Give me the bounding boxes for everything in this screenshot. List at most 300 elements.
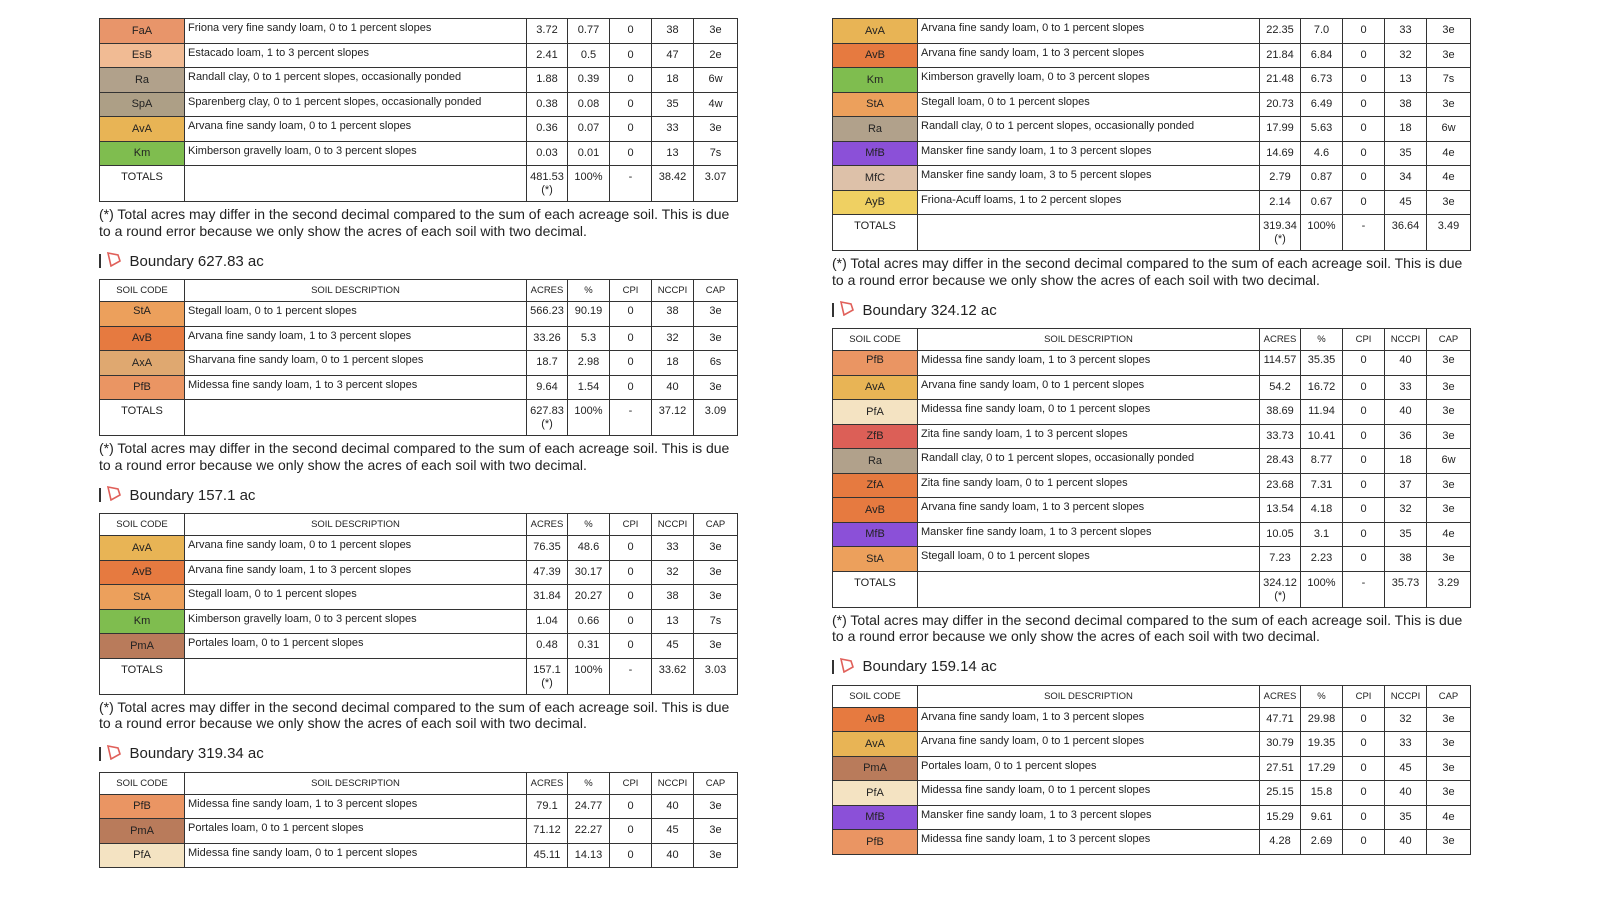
cell-percent: 5.63 <box>1301 117 1343 142</box>
totals-cpi: - <box>1343 215 1385 251</box>
cell-nccpi: 13 <box>652 609 694 634</box>
cell-soil-code: Km <box>100 609 185 634</box>
cell-acres: 28.43 <box>1260 449 1301 474</box>
header-nccpi: NCCPI <box>1385 685 1427 707</box>
table-row <box>100 609 738 634</box>
cell-cap: 6w <box>694 68 738 93</box>
cell-nccpi: 18 <box>652 351 694 376</box>
cell-cpi: 0 <box>610 117 652 142</box>
header-acres: ACRES <box>1260 329 1301 351</box>
table-row <box>833 141 1471 166</box>
cell-acres: 114.57 <box>1260 351 1301 376</box>
cell-percent: 2.98 <box>568 351 610 376</box>
table-row <box>833 805 1471 830</box>
cell-cap: 3e <box>1427 92 1471 117</box>
cell-cpi: 0 <box>1343 43 1385 68</box>
cell-percent: 0.66 <box>568 609 610 634</box>
cell-soil-code: PfA <box>833 400 918 425</box>
header-soil-description: SOIL DESCRIPTION <box>918 685 1260 707</box>
header-cap: CAP <box>1427 329 1471 351</box>
totals-nccpi: 38.42 <box>652 166 694 202</box>
cell-acres: 25.15 <box>1260 781 1301 806</box>
totals-nccpi: 35.73 <box>1385 571 1427 607</box>
cell-acres: 3.72 <box>527 19 568 44</box>
table-row <box>100 68 738 93</box>
cell-cpi: 0 <box>610 92 652 117</box>
cell-soil-description: Sparenberg clay, 0 to 1 percent slopes, occasionally ponded <box>185 92 527 117</box>
table-row <box>100 351 738 376</box>
cell-soil-description: Stegall loam, 0 to 1 percent slopes <box>185 302 527 327</box>
table-row <box>833 449 1471 474</box>
cell-acres: 76.35 <box>527 536 568 561</box>
cell-soil-code: FaA <box>100 19 185 44</box>
boundary-polygon-icon <box>106 485 130 505</box>
cell-cpi: 0 <box>610 536 652 561</box>
cell-acres: 0.38 <box>527 92 568 117</box>
header-cap: CAP <box>694 514 738 536</box>
header-soil-description: SOIL DESCRIPTION <box>918 329 1260 351</box>
table-row <box>833 19 1471 44</box>
cell-cap: 6w <box>1427 449 1471 474</box>
soil-table <box>99 513 738 695</box>
cell-acres: 1.88 <box>527 68 568 93</box>
cell-acres: 20.73 <box>1260 92 1301 117</box>
cell-acres: 10.05 <box>1260 522 1301 547</box>
cell-acres: 13.54 <box>1260 498 1301 523</box>
boundary-heading <box>832 300 1470 320</box>
cell-cap: 3e <box>1427 732 1471 757</box>
cell-percent: 16.72 <box>1301 375 1343 400</box>
table-row <box>100 843 738 868</box>
cell-soil-description: Arvana fine sandy loam, 0 to 1 percent slopes <box>918 19 1260 44</box>
footnote: (*) Total acres may differ in the second decimal compared to the sum of each acreage soil. This is due to a round error because we only show the acres of each soil with two decimal. <box>99 440 730 473</box>
cell-acres: 38.69 <box>1260 400 1301 425</box>
table-row <box>100 302 738 327</box>
totals-nccpi: 33.62 <box>652 658 694 694</box>
cell-nccpi: 40 <box>652 794 694 819</box>
cell-soil-code: EsB <box>100 43 185 68</box>
cell-soil-code: Ra <box>833 117 918 142</box>
cell-nccpi: 33 <box>1385 19 1427 44</box>
totals-acres: 157.1(*) <box>527 658 568 694</box>
cell-soil-description: Midessa fine sandy loam, 1 to 3 percent slopes <box>185 794 527 819</box>
table-row <box>833 68 1471 93</box>
cell-percent: 7.0 <box>1301 19 1343 44</box>
cell-soil-description: Zita fine sandy loam, 0 to 1 percent slopes <box>918 473 1260 498</box>
cell-soil-code: SpA <box>100 92 185 117</box>
totals-percent: 100% <box>1301 215 1343 251</box>
cell-nccpi: 18 <box>652 68 694 93</box>
table-header-row <box>100 514 738 536</box>
cell-soil-description: Randall clay, 0 to 1 percent slopes, occasionally ponded <box>185 68 527 93</box>
cell-cap: 6s <box>694 351 738 376</box>
cell-percent: 0.39 <box>568 68 610 93</box>
table-row <box>833 781 1471 806</box>
table-row <box>833 424 1471 449</box>
cell-acres: 9.64 <box>527 375 568 400</box>
cell-soil-description: Midessa fine sandy loam, 1 to 3 percent slopes <box>185 375 527 400</box>
cell-cap: 3e <box>1427 400 1471 425</box>
cell-percent: 10.41 <box>1301 424 1343 449</box>
cell-soil-description: Arvana fine sandy loam, 1 to 3 percent slopes <box>185 560 527 585</box>
divider <box>99 747 101 761</box>
cell-cap: 4w <box>694 92 738 117</box>
cell-soil-code: MfB <box>833 522 918 547</box>
cell-acres: 45.11 <box>527 843 568 868</box>
soil-table <box>99 18 738 202</box>
cell-percent: 48.6 <box>568 536 610 561</box>
table-row <box>100 326 738 351</box>
cell-cap: 6w <box>1427 117 1471 142</box>
cell-soil-code: PfB <box>100 375 185 400</box>
table-row <box>833 473 1471 498</box>
cell-cpi: 0 <box>610 326 652 351</box>
boundary-title: Boundary 319.34 ac <box>129 745 264 762</box>
cell-acres: 47.39 <box>527 560 568 585</box>
divider <box>832 303 834 317</box>
cell-nccpi: 45 <box>1385 190 1427 215</box>
boundary-polygon-icon <box>106 251 130 271</box>
cell-soil-description: Zita fine sandy loam, 1 to 3 percent slopes <box>918 424 1260 449</box>
cell-soil-code: PmA <box>100 819 185 844</box>
totals-row <box>100 658 738 694</box>
cell-soil-code: AxA <box>100 351 185 376</box>
cell-acres: 27.51 <box>1260 756 1301 781</box>
header-percent: % <box>1301 329 1343 351</box>
cell-cap: 3e <box>1427 351 1471 376</box>
soil-table <box>99 772 738 869</box>
cell-soil-description: Portales loam, 0 to 1 percent slopes <box>185 634 527 659</box>
totals-soil-code: TOTALS <box>833 215 918 251</box>
header-cap: CAP <box>1427 685 1471 707</box>
cell-soil-code: ZfA <box>833 473 918 498</box>
cell-cpi: 0 <box>1343 707 1385 732</box>
cell-percent: 5.3 <box>568 326 610 351</box>
boundary-title: Boundary 159.14 ac <box>862 658 997 675</box>
boundary-heading <box>832 657 1470 677</box>
cell-nccpi: 40 <box>652 843 694 868</box>
cell-acres: 21.84 <box>1260 43 1301 68</box>
cell-cap: 3e <box>694 117 738 142</box>
table-row <box>100 141 738 166</box>
cell-soil-code: Ra <box>100 68 185 93</box>
cell-acres: 30.79 <box>1260 732 1301 757</box>
cell-acres: 2.14 <box>1260 190 1301 215</box>
totals-soil-description <box>918 571 1260 607</box>
cell-cap: 2e <box>694 43 738 68</box>
table-row <box>833 547 1471 572</box>
right-column <box>832 18 1470 855</box>
cell-cpi: 0 <box>1343 547 1385 572</box>
cell-percent: 29.98 <box>1301 707 1343 732</box>
cell-nccpi: 38 <box>652 585 694 610</box>
table-row <box>100 585 738 610</box>
cell-percent: 9.61 <box>1301 805 1343 830</box>
totals-cpi: - <box>610 658 652 694</box>
totals-acres: 324.12(*) <box>1260 571 1301 607</box>
cell-cpi: 0 <box>610 302 652 327</box>
footnote: (*) Total acres may differ in the second decimal compared to the sum of each acreage soil. This is due to a round error because we only show the acres of each soil with two decimal. <box>832 255 1463 288</box>
cell-nccpi: 37 <box>1385 473 1427 498</box>
cell-cpi: 0 <box>610 141 652 166</box>
cell-percent: 4.6 <box>1301 141 1343 166</box>
totals-percent: 100% <box>568 400 610 436</box>
cell-percent: 0.5 <box>568 43 610 68</box>
cell-acres: 0.36 <box>527 117 568 142</box>
cell-acres: 22.35 <box>1260 19 1301 44</box>
boundary-heading <box>99 251 737 271</box>
cell-acres: 7.23 <box>1260 547 1301 572</box>
cell-soil-code: AvB <box>100 326 185 351</box>
header-acres: ACRES <box>527 280 568 302</box>
totals-soil-description <box>185 658 527 694</box>
cell-cpi: 0 <box>1343 424 1385 449</box>
cell-nccpi: 38 <box>1385 92 1427 117</box>
cell-cpi: 0 <box>610 609 652 634</box>
cell-cap: 3e <box>1427 19 1471 44</box>
cell-nccpi: 36 <box>1385 424 1427 449</box>
table-row <box>100 560 738 585</box>
cell-cap: 3e <box>694 375 738 400</box>
cell-soil-code: AvA <box>833 732 918 757</box>
totals-soil-code: TOTALS <box>100 166 185 202</box>
cell-percent: 6.49 <box>1301 92 1343 117</box>
boundary-title: Boundary 157.1 ac <box>129 486 256 504</box>
cell-acres: 21.48 <box>1260 68 1301 93</box>
cell-nccpi: 45 <box>652 634 694 659</box>
cell-cpi: 0 <box>1343 781 1385 806</box>
cell-nccpi: 33 <box>1385 375 1427 400</box>
cell-soil-code: MfC <box>833 166 918 191</box>
cell-soil-description: Stegall loam, 0 to 1 percent slopes <box>918 547 1260 572</box>
table-row <box>100 794 738 819</box>
header-nccpi: NCCPI <box>652 514 694 536</box>
totals-soil-code: TOTALS <box>100 658 185 694</box>
cell-soil-code: AvB <box>833 43 918 68</box>
boundary-heading <box>99 485 737 505</box>
cell-soil-description: Stegall loam, 0 to 1 percent slopes <box>185 585 527 610</box>
cell-cap: 3e <box>694 843 738 868</box>
cell-soil-description: Arvana fine sandy loam, 1 to 3 percent slopes <box>918 707 1260 732</box>
table-row <box>833 732 1471 757</box>
cell-soil-code: StA <box>833 547 918 572</box>
cell-nccpi: 18 <box>1385 449 1427 474</box>
cell-cap: 3e <box>694 302 738 327</box>
cell-cpi: 0 <box>610 843 652 868</box>
cell-cap: 3e <box>694 794 738 819</box>
boundary-heading <box>99 744 737 764</box>
cell-soil-description: Arvana fine sandy loam, 1 to 3 percent slopes <box>918 498 1260 523</box>
cell-acres: 0.48 <box>527 634 568 659</box>
divider <box>99 254 101 268</box>
cell-cpi: 0 <box>1343 756 1385 781</box>
cell-nccpi: 34 <box>1385 166 1427 191</box>
table-header-row <box>833 329 1471 351</box>
header-cap: CAP <box>694 772 738 794</box>
totals-cpi: - <box>1343 571 1385 607</box>
cell-nccpi: 35 <box>1385 141 1427 166</box>
header-soil-code: SOIL CODE <box>833 329 918 351</box>
boundary-title: Boundary 324.12 ac <box>862 301 997 319</box>
header-percent: % <box>568 280 610 302</box>
cell-soil-description: Portales loam, 0 to 1 percent slopes <box>185 819 527 844</box>
cell-soil-code: Km <box>833 68 918 93</box>
cell-nccpi: 35 <box>1385 805 1427 830</box>
cell-percent: 14.13 <box>568 843 610 868</box>
cell-nccpi: 35 <box>652 92 694 117</box>
cell-soil-code: AvB <box>100 560 185 585</box>
cell-acres: 2.79 <box>1260 166 1301 191</box>
cell-soil-code: AvB <box>833 498 918 523</box>
cell-cpi: 0 <box>1343 449 1385 474</box>
cell-acres: 18.7 <box>527 351 568 376</box>
cell-soil-description: Mansker fine sandy loam, 1 to 3 percent slopes <box>918 141 1260 166</box>
cell-acres: 33.26 <box>527 326 568 351</box>
totals-percent: 100% <box>568 658 610 694</box>
cell-soil-description: Midessa fine sandy loam, 0 to 1 percent slopes <box>918 781 1260 806</box>
cell-soil-description: Friona-Acuff loams, 1 to 2 percent slopes <box>918 190 1260 215</box>
divider <box>99 488 101 502</box>
header-soil-code: SOIL CODE <box>100 514 185 536</box>
header-percent: % <box>1301 685 1343 707</box>
cell-percent: 0.31 <box>568 634 610 659</box>
cell-cpi: 0 <box>610 68 652 93</box>
table-row <box>833 92 1471 117</box>
cell-acres: 2.41 <box>527 43 568 68</box>
cell-nccpi: 47 <box>652 43 694 68</box>
header-cpi: CPI <box>610 280 652 302</box>
cell-cap: 7s <box>694 141 738 166</box>
table-row <box>100 375 738 400</box>
cell-cpi: 0 <box>1343 141 1385 166</box>
cell-cap: 3e <box>1427 707 1471 732</box>
cell-soil-description: Arvana fine sandy loam, 0 to 1 percent slopes <box>185 117 527 142</box>
totals-row <box>100 400 738 436</box>
cell-nccpi: 18 <box>1385 117 1427 142</box>
cell-soil-description: Arvana fine sandy loam, 0 to 1 percent slopes <box>185 536 527 561</box>
cell-cpi: 0 <box>1343 166 1385 191</box>
boundary-polygon-icon <box>839 300 863 320</box>
cell-percent: 0.67 <box>1301 190 1343 215</box>
cell-cap: 3e <box>1427 424 1471 449</box>
cell-soil-code: AvA <box>100 117 185 142</box>
cell-acres: 15.29 <box>1260 805 1301 830</box>
totals-row <box>833 571 1471 607</box>
cell-percent: 0.08 <box>568 92 610 117</box>
cell-percent: 8.77 <box>1301 449 1343 474</box>
cell-nccpi: 13 <box>1385 68 1427 93</box>
cell-percent: 2.69 <box>1301 830 1343 855</box>
cell-cap: 4e <box>1427 166 1471 191</box>
divider <box>832 660 834 674</box>
cell-cap: 3e <box>694 819 738 844</box>
cell-nccpi: 35 <box>1385 522 1427 547</box>
totals-soil-description <box>185 400 527 436</box>
cell-percent: 35.35 <box>1301 351 1343 376</box>
cell-soil-description: Portales loam, 0 to 1 percent slopes <box>918 756 1260 781</box>
totals-row <box>833 215 1471 251</box>
cell-soil-description: Randall clay, 0 to 1 percent slopes, occasionally ponded <box>918 117 1260 142</box>
cell-cpi: 0 <box>1343 522 1385 547</box>
cell-acres: 4.28 <box>1260 830 1301 855</box>
cell-nccpi: 40 <box>1385 351 1427 376</box>
cell-acres: 23.68 <box>1260 473 1301 498</box>
soil-table <box>832 18 1471 251</box>
totals-soil-description <box>918 215 1260 251</box>
boundary-polygon-icon <box>106 744 130 764</box>
table-row <box>833 375 1471 400</box>
cell-cap: 4e <box>1427 805 1471 830</box>
cell-nccpi: 40 <box>1385 781 1427 806</box>
totals-cap: 3.09 <box>694 400 738 436</box>
cell-acres: 17.99 <box>1260 117 1301 142</box>
totals-row <box>100 166 738 202</box>
left-column <box>99 18 737 868</box>
cell-nccpi: 38 <box>652 19 694 44</box>
cell-soil-code: PfB <box>100 794 185 819</box>
cell-cpi: 0 <box>1343 117 1385 142</box>
cell-cpi: 0 <box>610 43 652 68</box>
header-acres: ACRES <box>527 514 568 536</box>
cell-percent: 15.8 <box>1301 781 1343 806</box>
cell-soil-description: Arvana fine sandy loam, 0 to 1 percent slopes <box>918 732 1260 757</box>
cell-cpi: 0 <box>610 375 652 400</box>
cell-percent: 1.54 <box>568 375 610 400</box>
cell-cap: 4e <box>1427 141 1471 166</box>
table-row <box>100 43 738 68</box>
cell-percent: 11.94 <box>1301 400 1343 425</box>
header-cpi: CPI <box>1343 329 1385 351</box>
cell-cap: 3e <box>694 19 738 44</box>
cell-acres: 47.71 <box>1260 707 1301 732</box>
cell-percent: 2.23 <box>1301 547 1343 572</box>
totals-nccpi: 36.64 <box>1385 215 1427 251</box>
header-soil-description: SOIL DESCRIPTION <box>185 514 527 536</box>
cell-soil-code: AvA <box>833 375 918 400</box>
cell-cpi: 0 <box>1343 68 1385 93</box>
cell-soil-description: Arvana fine sandy loam, 1 to 3 percent slopes <box>185 326 527 351</box>
totals-cap: 3.07 <box>694 166 738 202</box>
cell-soil-description: Kimberson gravelly loam, 0 to 3 percent slopes <box>185 609 527 634</box>
cell-cap: 3e <box>694 634 738 659</box>
cell-cpi: 0 <box>610 794 652 819</box>
table-row <box>833 190 1471 215</box>
header-nccpi: NCCPI <box>652 280 694 302</box>
cell-soil-description: Midessa fine sandy loam, 0 to 1 percent slopes <box>918 400 1260 425</box>
table-row <box>833 43 1471 68</box>
cell-soil-code: StA <box>100 302 185 327</box>
cell-percent: 0.07 <box>568 117 610 142</box>
totals-nccpi: 37.12 <box>652 400 694 436</box>
cell-soil-code: AvA <box>100 536 185 561</box>
table-row <box>100 819 738 844</box>
header-acres: ACRES <box>527 772 568 794</box>
cell-cpi: 0 <box>1343 92 1385 117</box>
cell-cpi: 0 <box>1343 351 1385 376</box>
soil-table <box>99 279 738 436</box>
table-row <box>833 166 1471 191</box>
cell-cap: 3e <box>694 560 738 585</box>
cell-acres: 1.04 <box>527 609 568 634</box>
cell-nccpi: 32 <box>652 560 694 585</box>
header-soil-code: SOIL CODE <box>833 685 918 707</box>
header-nccpi: NCCPI <box>1385 329 1427 351</box>
cell-soil-code: Ra <box>833 449 918 474</box>
cell-nccpi: 32 <box>1385 43 1427 68</box>
cell-cpi: 0 <box>1343 375 1385 400</box>
table-row <box>833 522 1471 547</box>
cell-cap: 3e <box>1427 473 1471 498</box>
